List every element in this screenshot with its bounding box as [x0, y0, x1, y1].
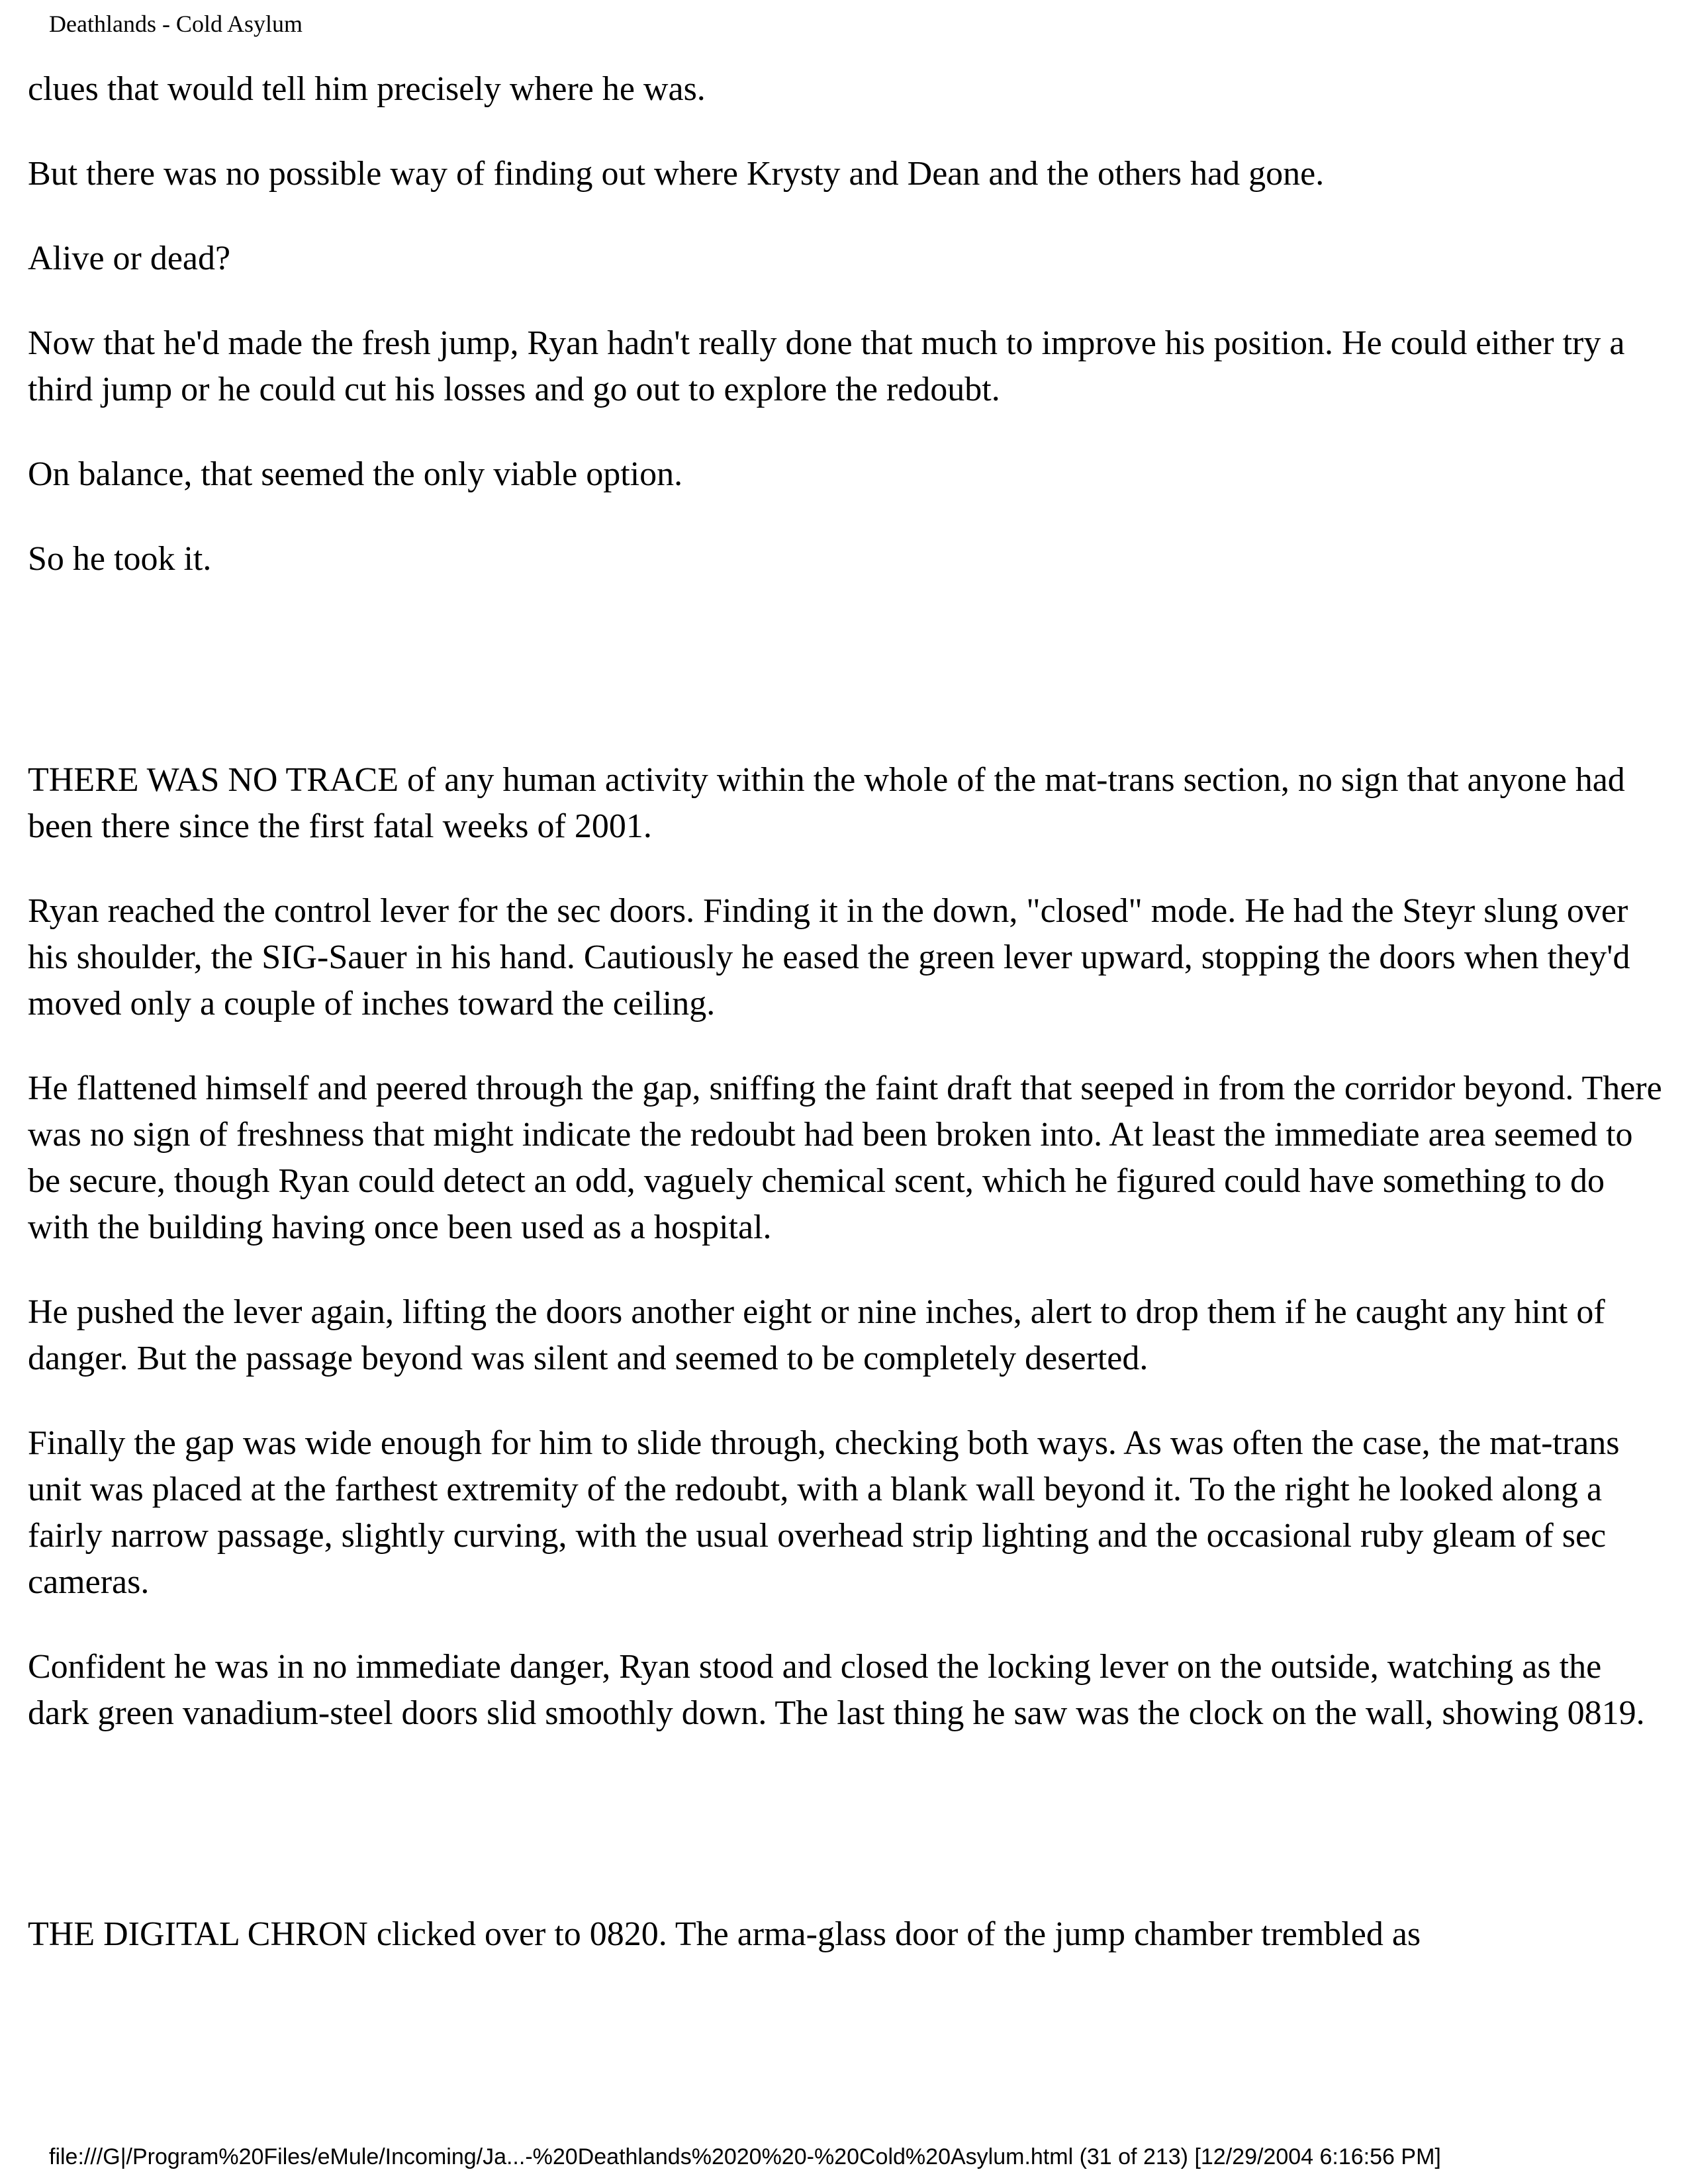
paragraph-8: Ryan reached the control lever for the sec doors. Finding it in the down, "closed" mode. He had the Steyr slung over his shoulder, the SIG-Sauer in his hand. Cautiously he eased the green lever upward, stopping the doors when they'd moved only a couple of inches toward the ceiling.: [28, 892, 1630, 1023]
paragraph-7: THERE WAS NO TRACE of any human activity within the whole of the mat-trans section, no sign that anyone had been there since the first fatal weeks of 2001.: [28, 761, 1625, 845]
page-header-title: Deathlands - Cold Asylum: [49, 11, 303, 37]
paragraph-1: clues that would tell him precisely where he was.: [28, 70, 706, 108]
paragraph-5: On balance, that seemed the only viable option.: [28, 455, 683, 493]
paragraph-2: But there was no possible way of finding out where Krysty and Dean and the others had gone.: [28, 155, 1325, 193]
paragraph-13: THE DIGITAL CHRON clicked over to 0820. The arma-glass door of the jump chamber trembled as: [28, 1915, 1421, 1953]
paragraph-3: Alive or dead?: [28, 240, 231, 277]
paragraph-6: So he took it.: [28, 540, 212, 578]
paragraph-11: Finally the gap was wide enough for him to slide through, checking both ways. As was often the case, the mat-trans unit was placed at the farthest extremity of the redoubt, with a blank wall beyond it. To the right he looked along a fairly narrow passage, slightly curving, with the usual overhead strip lighting and the occasional ruby gleam of sec cameras.: [28, 1424, 1620, 1601]
paragraph-10: He pushed the lever again, lifting the doors another eight or nine inches, alert to drop them if he caught any hint of danger. But the passage beyond was silent and seemed to be completely deserted.: [28, 1293, 1605, 1377]
document-body: [28, 66, 1663, 1996]
section-break: [28, 1775, 1663, 1911]
paragraph-12: Confident he was in no immediate danger, Ryan stood and closed the locking lever on the outside, watching as the dark green vanadium-steel doors slid smoothly down. The last thing he saw was the clock on the wall, showing 0819.: [28, 1648, 1645, 1732]
section-break: [28, 621, 1663, 757]
paragraph-4: Now that he'd made the fresh jump, Ryan hadn't really done that much to improve his position. He could either try a third jump or he could cut his losses and go out to explore the redoubt.: [28, 324, 1625, 408]
paragraph-9: He flattened himself and peered through the gap, sniffing the faint draft that seeped in from the corridor beyond. There was no sign of freshness that might indicate the redoubt had been broken into. At least the immediate area seemed to be secure, though Ryan could detect an odd, vaguely chemical scent, which he figured could have something to do with the building having once been used as a hospital.: [28, 1069, 1662, 1246]
page-footer-url: file:///G|/Program%20Files/eMule/Incoming/Ja...-%20Deathlands%2020%20-%20Cold%20Asylum.html (31 of 213) [12/29/2004 6:16:56 PM]: [49, 2144, 1441, 2169]
